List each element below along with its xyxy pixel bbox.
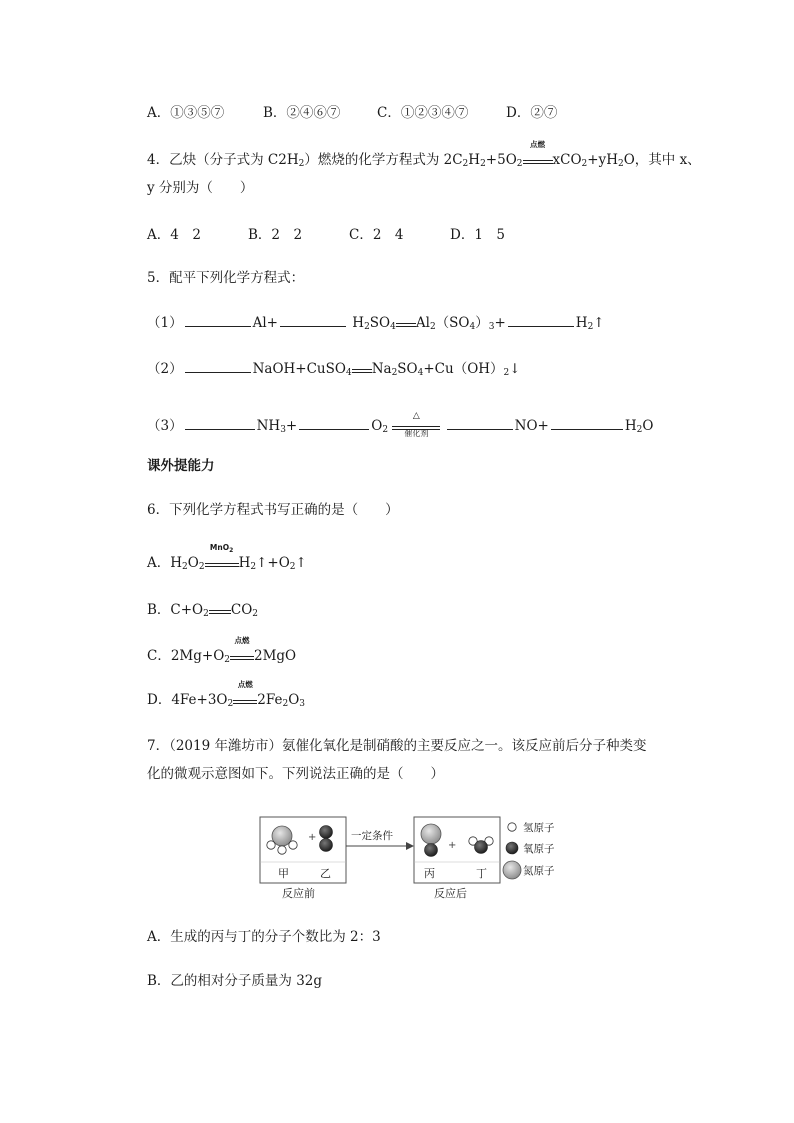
- q7-option-a: A．生成的丙与丁的分子个数比为 2：3: [147, 929, 381, 945]
- label-ding: 丁: [476, 867, 487, 880]
- legend-hydrogen-icon: [508, 823, 516, 831]
- q5-eq3-heat: △: [412, 411, 420, 421]
- legend-hydrogen: 氢原子: [523, 822, 555, 834]
- label-jia: 甲: [278, 867, 289, 880]
- q4-option-b: B．2 2: [248, 227, 303, 243]
- label-bing: 丙: [424, 867, 435, 880]
- q3-option-b: B．②④⑥⑦: [263, 105, 341, 121]
- q3-option-c: C．①②③④⑦: [377, 105, 469, 121]
- q5-eq2: （2） NaOH+CuSO$_4$ $Na_2SO_4+Cu(OH)_2↓$: [147, 358, 521, 383]
- q6-c-condition: 点燃: [234, 636, 250, 645]
- before-caption: 反应前: [282, 887, 315, 900]
- section-heading: 课外提能力: [147, 458, 215, 474]
- label-yi: 乙: [320, 867, 331, 880]
- legend-nitrogen-icon: [503, 861, 521, 879]
- q4-option-d: D．1 5: [450, 227, 506, 243]
- q6-option-d: D．$4Fe+3O_2$ 点燃 $2Fe_2O_3$: [147, 680, 305, 709]
- q7-option-b: B．乙的相对分子质量为 32g: [147, 973, 323, 989]
- q5-eq3-catalyst: 催化剂: [404, 429, 429, 438]
- q7-stem-line1: 7．（2019 年潍坊市）氨催化氧化是制硝酸的主要反应之一。该反应前后分子种类变: [147, 738, 647, 754]
- arrow-label: 一定条件: [351, 830, 393, 842]
- q6-option-b: B．$C+O_2$ $CO_2$: [147, 602, 259, 619]
- reaction-diagram: [258, 814, 568, 902]
- legend-oxygen: 氧原子: [523, 843, 555, 855]
- q5-stem: 5．配平下列化学方程式：: [147, 270, 305, 286]
- q4-option-c: C．2 4: [349, 227, 404, 243]
- q6-d-condition: 点燃: [237, 680, 253, 689]
- q6-a-condition: MnO$_2$: [209, 543, 234, 554]
- svg-text:+: +: [448, 840, 457, 851]
- legend-oxygen-icon: [506, 842, 518, 854]
- q6-option-a: A．$H_2O_2$ MnO$_2$ $H_2↑+O_2↑$: [147, 543, 307, 572]
- q7-stem-line2: 化的微观示意图如下。下列说法正确的是（ ）: [147, 766, 444, 782]
- q4-stem-line2: y 分别为（ ）: [147, 180, 254, 196]
- q4-condition: 点燃: [530, 140, 545, 149]
- svg-text:+: +: [308, 832, 317, 843]
- q5-eq3: （3） $NH_3+ O_2$ △ 催化剂 $NO+ H_2O$: [147, 411, 654, 438]
- q6-stem: 6．下列化学方程式书写正确的是（ ）: [147, 502, 399, 518]
- q3-option-d: D．②⑦: [506, 105, 558, 121]
- q4-stem: 4．乙炔（分子式为 $C2H_2$）燃烧的化学方程式为 $2C_2H_2+5O_2$ 点燃 $xCO_2+yH_2O$，其中 x、: [147, 140, 701, 169]
- legend-nitrogen: 氮原子: [523, 865, 555, 877]
- before-box: [260, 817, 346, 883]
- after-caption: 反应后: [434, 887, 467, 900]
- q5-eq1: （1） $Al+ H_2SO_4$ $Al_2(SO_4)_3+$ $H_2↑$: [147, 312, 605, 337]
- q4-option-a: A．4 2: [147, 227, 201, 243]
- q3-option-a: A．①③⑤⑦: [147, 105, 225, 121]
- q6-option-c: C．$2Mg+O_2$ 点燃 2MgO: [147, 636, 297, 665]
